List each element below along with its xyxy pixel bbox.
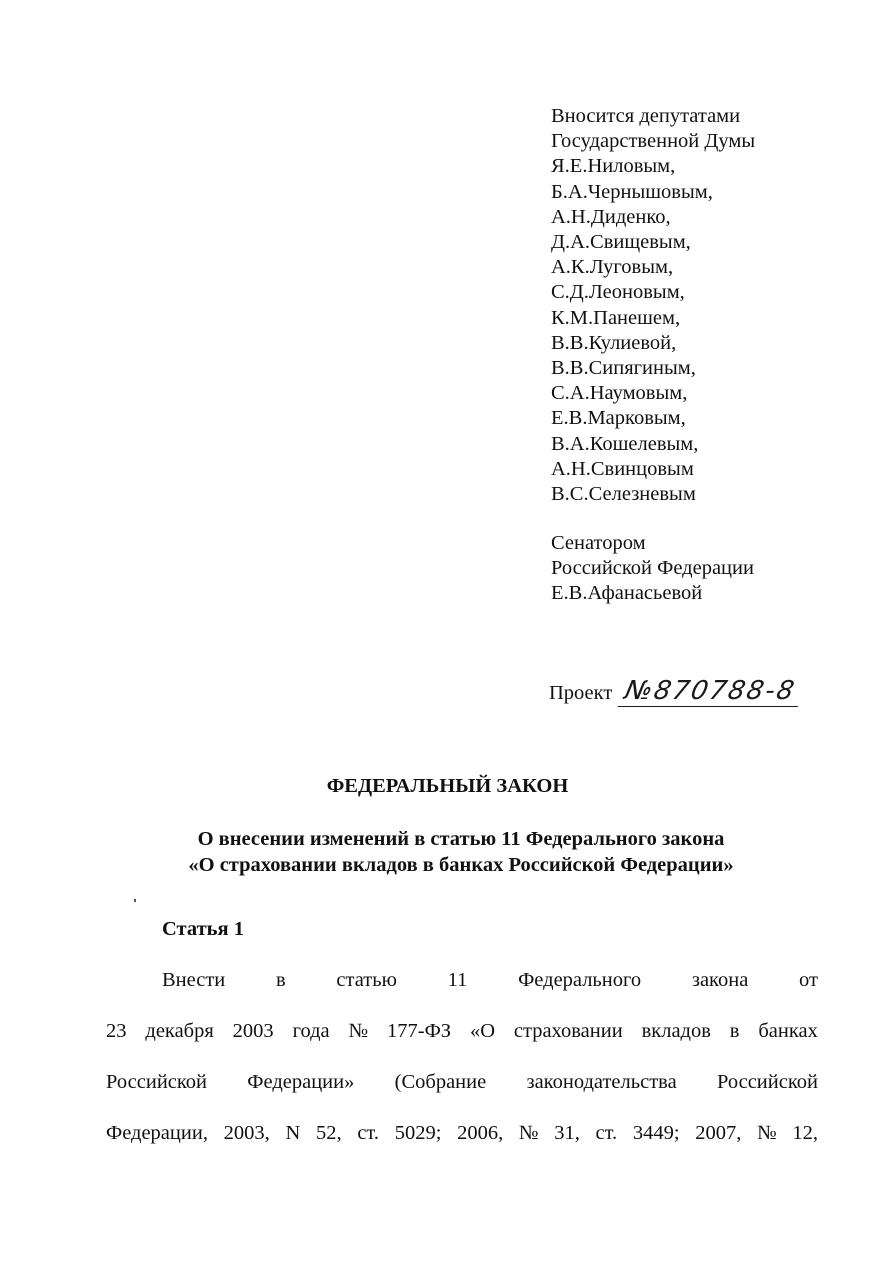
scan-speck	[134, 899, 136, 902]
article-word: банках	[758, 1020, 818, 1042]
article-word: «О	[469, 1020, 495, 1042]
deputy-name: В.В.Кулиевой,	[551, 331, 677, 354]
project-number-handwritten: №870788-8	[618, 676, 805, 707]
deputy-name: В.В.Сипягиным,	[551, 357, 696, 380]
article-line	[106, 1069, 818, 1095]
article-word: 12,	[792, 1122, 818, 1144]
deputy-name: А.К.Луговым,	[551, 256, 674, 279]
article-word: Российской	[106, 1071, 208, 1093]
senator-name: Е.В.Афанасьевой	[551, 582, 703, 605]
article-word: №	[348, 1020, 369, 1042]
article-word: Федерации,	[106, 1122, 208, 1144]
project-label: Проект	[549, 682, 613, 704]
deputy-name: В.А.Кошелевым,	[551, 432, 699, 455]
article-word: статью	[336, 969, 397, 991]
law-subtitle-line: «О страховании вкладов в банках Российской Федерации»	[188, 854, 734, 876]
article-word: закона	[691, 969, 749, 991]
submitters-header-line: Государственной Думы	[551, 130, 756, 153]
article-word: года	[292, 1020, 330, 1042]
article-word: законодательства	[526, 1071, 677, 1093]
article-word: Внести	[162, 969, 226, 991]
deputy-name: Я.Е.Ниловым,	[551, 155, 676, 178]
article-line	[106, 1120, 818, 1146]
article-word: ст.	[595, 1122, 618, 1144]
law-subtitle-line: О внесении изменений в статью 11 Федерального закона	[197, 828, 725, 850]
article-word: 2006,	[457, 1122, 504, 1144]
article-word: №	[518, 1122, 539, 1144]
article-line	[106, 1018, 818, 1044]
article-word: №	[757, 1122, 777, 1144]
deputy-name: Д.А.Свищевым,	[551, 231, 691, 254]
article-word: 3449;	[632, 1122, 680, 1144]
law-title: ФЕДЕРАЛЬНЫЙ ЗАКОН	[326, 775, 569, 797]
article-word: 2003,	[223, 1122, 270, 1144]
article-word: Российской	[716, 1071, 818, 1093]
deputy-name: С.Д.Леоновым,	[551, 281, 685, 304]
article-word: (Собрание	[394, 1071, 487, 1093]
senator-block	[551, 531, 754, 607]
article-word: в	[276, 969, 286, 991]
senator-line: Российской Федерации	[551, 557, 754, 580]
project-stamp	[549, 676, 802, 707]
article-heading: Статья 1	[162, 918, 244, 940]
deputy-name: С.А.Наумовым,	[551, 382, 688, 405]
deputy-name: Е.В.Марковым,	[551, 407, 686, 430]
article-word: 11	[447, 969, 468, 991]
article-word: в	[729, 1020, 740, 1042]
article-word: декабря	[145, 1020, 214, 1042]
deputy-name: Б.А.Чернышовым,	[551, 180, 713, 203]
article-word: 2003	[232, 1020, 274, 1042]
article-word: 5029;	[394, 1122, 442, 1144]
article-word: 177-ФЗ	[387, 1020, 452, 1042]
article-word: 2007,	[695, 1122, 742, 1144]
article-word: 31,	[554, 1122, 580, 1144]
article-word: вкладов	[641, 1020, 711, 1042]
deputy-name: В.С.Селезневым	[551, 483, 696, 506]
deputy-name: А.Н.Диденко,	[551, 205, 671, 228]
deputy-name: А.Н.Свинцовым	[551, 457, 694, 480]
article-word: ст.	[357, 1122, 379, 1144]
article-word: от	[799, 969, 818, 991]
article-word: N	[285, 1122, 301, 1144]
article-word: Федерации»	[247, 1071, 355, 1093]
submitters-header-line: Вносится депутатами	[551, 105, 741, 127]
senator-line: Сенатором	[551, 532, 646, 554]
article-word: Федерального	[518, 969, 642, 991]
deputy-name: К.М.Панешем,	[551, 306, 681, 329]
article-word: 52,	[316, 1122, 342, 1144]
article-word: 23	[106, 1020, 127, 1042]
submitters-block	[551, 104, 755, 507]
article-word: страховании	[513, 1020, 623, 1042]
law-subtitle	[0, 826, 895, 878]
article-line	[162, 967, 818, 993]
